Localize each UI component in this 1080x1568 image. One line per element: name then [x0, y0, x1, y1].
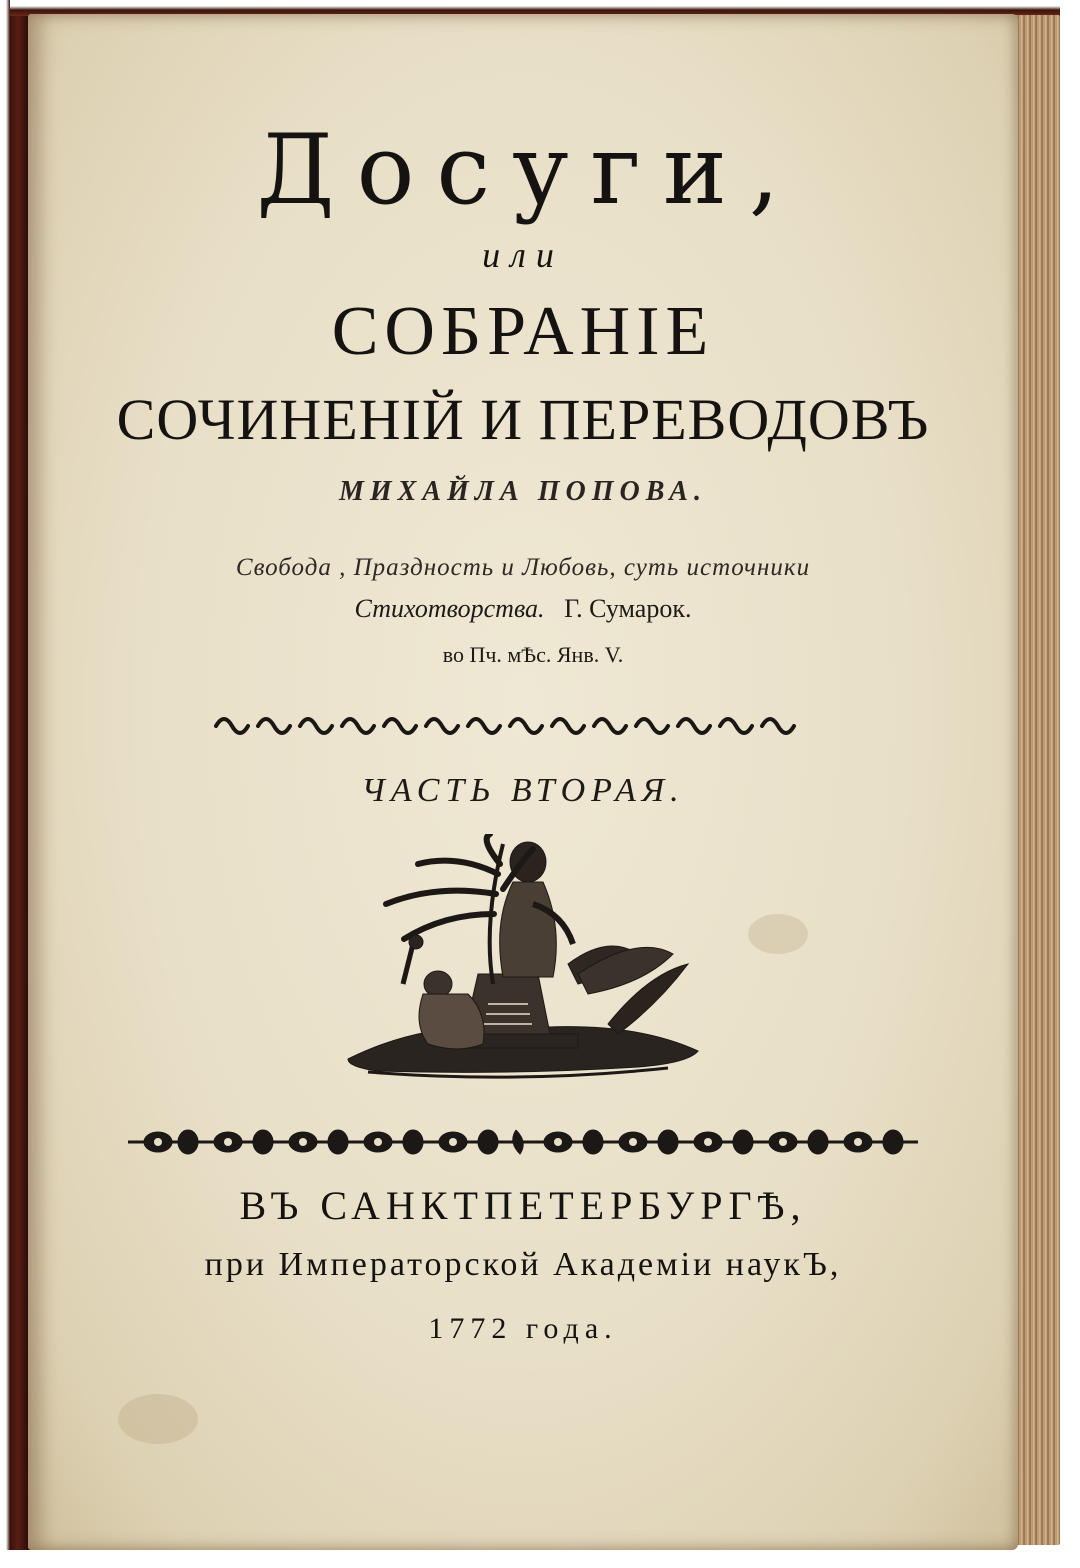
epigraph-text: Стихотворства. — [354, 594, 545, 623]
title-page — [28, 14, 1018, 1550]
subtitle-collection: СОБРАНІЕ — [331, 293, 715, 370]
epigraph-source: во Пч. мѢс. Янв. V. — [442, 642, 624, 667]
paper-stain — [748, 914, 808, 954]
imprint-year: 1772 года. — [428, 1312, 618, 1345]
epigraph-line-2 — [28, 594, 1018, 624]
imprint-publisher: при Императорской Академіи наукЪ, — [204, 1246, 842, 1283]
subtitle-or: или — [482, 235, 564, 275]
book-title: Досуги, — [256, 114, 802, 226]
epigraph-line-1: Свобода , Праздность и Любовь, суть источники — [235, 554, 811, 581]
paper-stain — [118, 1394, 198, 1444]
cupid-vignette-illustration — [328, 834, 718, 1094]
scan-border-bottom — [0, 1550, 1080, 1568]
floral-border-ornament — [128, 1122, 918, 1162]
subtitle-works: СОЧИНЕНІЙ И ПЕРЕВОДОВЪ — [116, 387, 930, 452]
scan-border — [1060, 0, 1080, 1568]
wave-ornament-divider — [208, 704, 828, 740]
epigraph-attribution: Г. Сумарок. — [564, 594, 692, 623]
imprint-city: ВЪ САНКТПЕТЕРБУРГѢ, — [239, 1183, 807, 1228]
volume-part: ЧАСТЬ ВТОРАЯ. — [361, 772, 685, 809]
author-name: МИХАЙЛА ПОПОВА. — [339, 476, 707, 507]
